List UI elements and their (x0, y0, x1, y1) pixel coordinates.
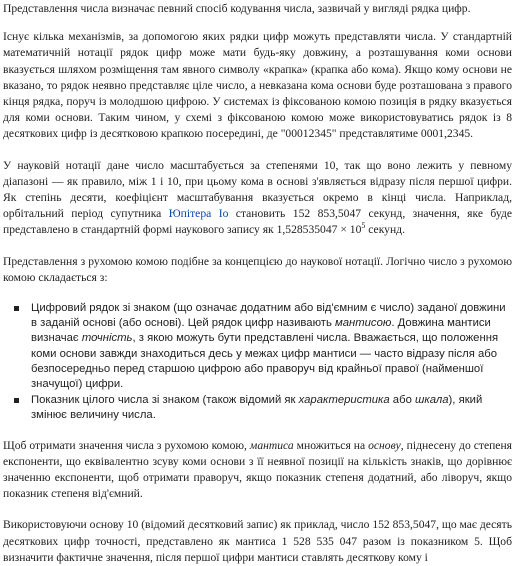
text-span: Цифровий рядок зі знаком (що означає додатним або від'ємним є число) заданої довжини в заданій основі (або основі). Цей рядок цифр називають (31, 302, 506, 330)
jupiter-link[interactable]: Юпітера (168, 207, 212, 221)
value-computation-paragraph (3, 438, 512, 503)
text-span: Щоб отримати значення числа з рухомою комою, (3, 438, 250, 452)
term-scale: шкала (415, 394, 449, 407)
term-precision: точність (81, 332, 133, 345)
text-span: Показник цілого числа зі знаком (також відомий як (31, 394, 299, 407)
text-span: множиться на (293, 438, 369, 452)
floating-point-parts-list (3, 301, 512, 424)
floating-point-intro-paragraph: Представлення з рухомою комою подібне за концепцією до наукової нотації. Логічно число з рухомою комою складається з: (3, 254, 512, 284)
base10-example-paragraph: Використовуючи основу 10 (відомий десятковий запис) як приклад, число 152 853,5047, що має десять десяткових цифр точності, представлено як мантиса 1 528 535 047 разом із показником 5. Щоб визначити фактичне значення, після першої цифри мантиси ставлять десяткову кому і (3, 518, 512, 564)
term-base: основу (368, 438, 401, 452)
term-characteristic: характеристика (298, 394, 390, 407)
bullet-icon (14, 398, 19, 403)
io-link[interactable]: Іо (218, 207, 229, 221)
text-span: У науковій нотації дане число масштабується за степенями 10, так що воно лежить у певному діапазоні — як правило, між 1 і 10, при цьому кома в основі з'являється відразу після першої цифри. Як степінь десяти, коефіцієнт масштабування вказується окремо в кінці числа. Наприклад, орбітальний період супутника (3, 158, 512, 221)
text-span (211, 207, 218, 220)
text-span: , піднесену до степеня експоненти, що еквівалентно зсуву коми основи з її неявної позиції на кількість знаків, що дорівнює значенню експоненти, щоб отримати праворуч, якщо показник степеня додатний, або ліворуч, якщо показник степеня від'ємний. (3, 438, 512, 501)
text-span: секунд. (365, 223, 405, 237)
term-significand: мантиса (249, 438, 294, 452)
list-item-exponent (31, 393, 506, 423)
exponent: 5 (361, 221, 366, 231)
text-span: , з якою можуть бути представлені числа. Вважається, що положення коми основи завжди знаходиться десь у межах цифр мантиси — часто відразу після або безпосередньо перед старшою цифрою або праворуч від крайньої правої (найменшої значущої) цифри. (31, 332, 499, 391)
term-significand: мантисою (335, 317, 392, 330)
text-span: або (389, 394, 415, 407)
mechanisms-paragraph: Існує кілька механізмів, за допомогою яких рядки цифр можуть представляти числа. У стандартній математичній нотації рядок цифр може мати будь-яку довжину, а розташування коми основи вказується шляхом розміщення там явного символу «крапка» (крапка або кома). Якщо кому основи не вказано, то рядок неявно представляє ціле число, а невказана кома основи буде розташована з правого кінця рядка, поруч із молодшою цифрою. У системах із фіксованою комою позиція в рядку вказується для коми основи. Таким чином, у схемі з фіксованою комою може використовуватись рядок із 8 десяткових цифр із десятковою крапкою посередині, де "00012345" представлятиме 0001,2345. (3, 30, 512, 141)
intro-paragraph: Представлення числа визначає певний спосіб кодування числа, зазвичай у вигляді рядка цифр. (3, 2, 471, 15)
text-span: становить 152 853,5047 секунд, значення, яке буде представлено в стандартній формі наукового запису як 1,528535047 × 10 (3, 207, 512, 237)
text-span: ), який змінює величину числа. (31, 394, 483, 422)
text-span: . Довжина мантиси визначає (31, 317, 491, 345)
scientific-notation-paragraph (3, 158, 512, 239)
bullet-icon (14, 306, 19, 311)
list-item-significand (31, 301, 506, 392)
